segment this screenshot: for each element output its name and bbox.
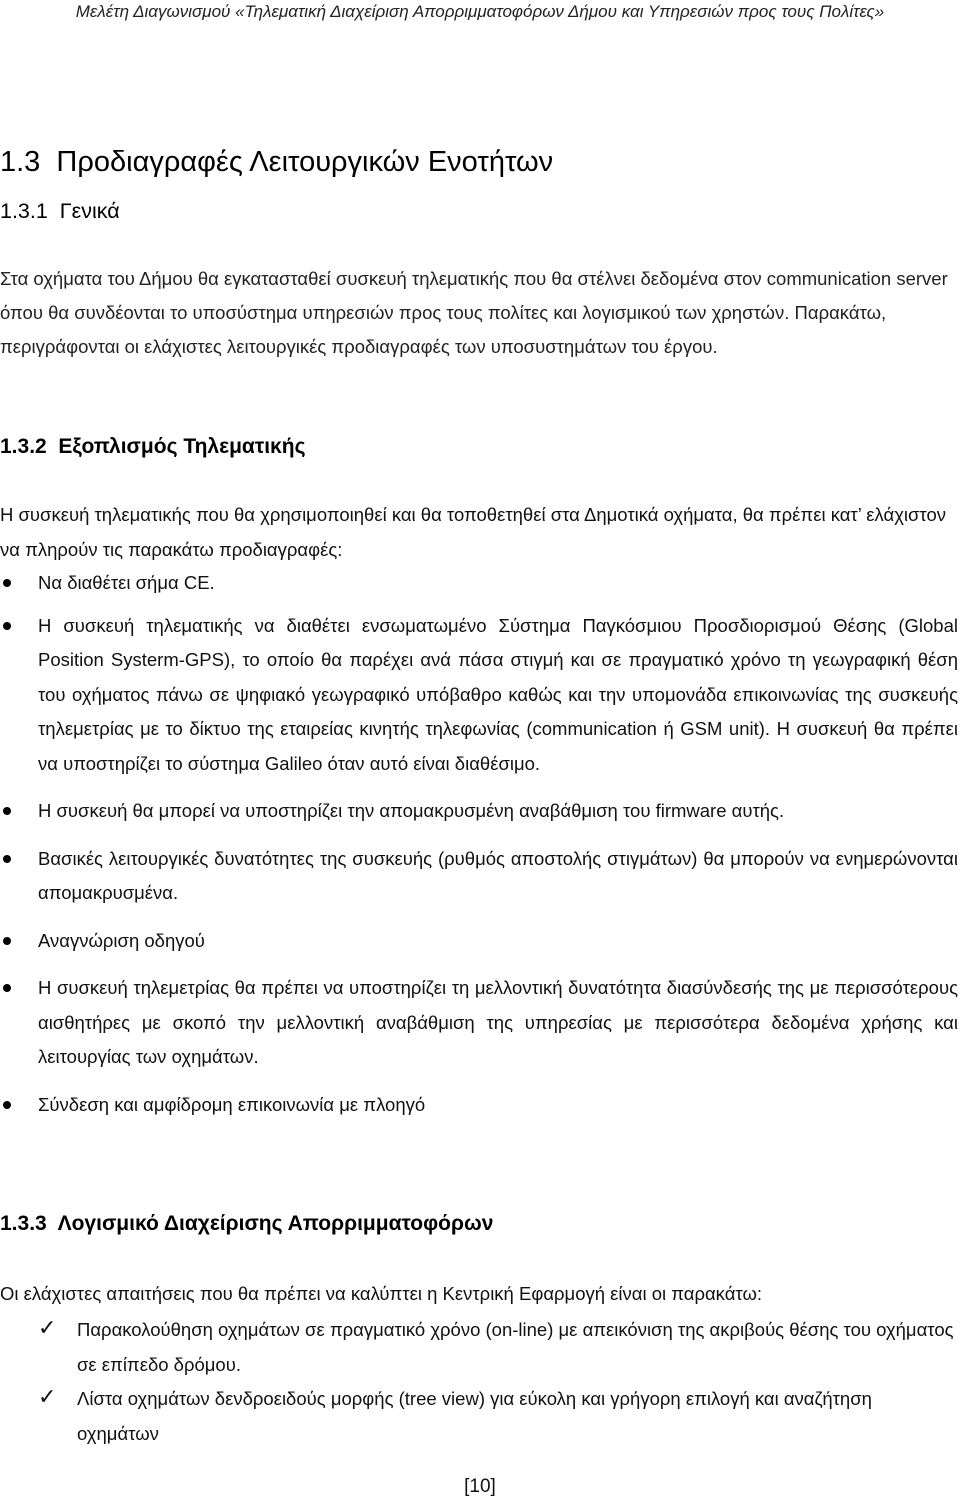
checkmark-icon: ✓ <box>38 1316 57 1341</box>
list-item <box>0 609 958 782</box>
section-heading-1-3: 1.3 Προδιαγραφές Λειτουργικών Ενοτήτων <box>0 146 554 178</box>
bullet-icon <box>3 622 11 630</box>
list-item-text: Αναγνώριση οδηγού <box>38 929 205 951</box>
list-item-text: Παρακολούθηση οχημάτων σε πραγματικό χρόνο (on-line) με απεικόνιση της ακριβούς θέσης του οχήματος σε επίπεδο δρόμου. <box>77 1319 954 1375</box>
running-header: Μελέτη Διαγωνισμού «Τηλεματική Διαχείριση Απορριμματοφόρων Δήμου και Υπηρεσιών προς τους Πολίτες» <box>75 2 885 21</box>
list-item <box>0 924 958 959</box>
list-item-text: Βασικές λειτουργικές δυνατότητες της συσκευής (ρυθμός αποστολής στιγμάτων) θα μπορούν να ενημερώνονται απομακρυσμένα. <box>38 847 958 903</box>
list-item-text: Η συσκευή τηλεματικής να διαθέτει ενσωματωμένο Σύστημα Παγκόσμιου Προσδιορισμού Θέσης (Global Position Systerm-GPS), το οποίο θα παρέχει ανά πάσα στιγμή και σε πραγματικό χρόνο τη γεωγραφική θέση του οχήματος πάνω σε ψηφιακό γεωγραφικό υπόβαθρο καθώς και την υπομονάδα επικοινωνίας της συσκευής τηλεμετρίας με το δίκτυο της εταιρείας κινητής τηλεφωνίας (communication ή GSM unit). Η συσκευή θα πρέπει να υποστηρίζει το σύστημα Galileo όταν αυτό είναι διαθέσιμο. <box>38 614 958 774</box>
general-paragraph: Στα οχήματα του Δήμου θα εγκατασταθεί συσκευή τηλεματικής που θα στέλνει δεδομένα στον communication server όπου θα συνδέονται το υποσύστημα υπηρεσιών προς τους πολίτες και λογισμικού των χρηστών. Παρακάτω, περιγράφονται οι ελάχιστες λειτουργικές προδιαγραφές των υποσυστημάτων του έργου. <box>0 268 948 357</box>
telematics-spec-list <box>0 566 958 1122</box>
page-number: [10] <box>464 1476 496 1497</box>
list-item-text: Η συσκευή τηλεμετρίας θα πρέπει να υποστηρίζει τη μελλοντική δυνατότητα διασύνδεσής της με περισσότερους αισθητήρες με σκοπό την μελλοντική αναβάθμιση της υπηρεσίας με περισσότερα δεδομένα χρήσης και λειτουργίας των οχημάτων. <box>38 977 958 1067</box>
section-heading-1-3-3: 1.3.3 Λογισμικό Διαχείρισης Απορριμματοφόρων <box>0 1212 494 1235</box>
bullet-icon <box>3 984 11 992</box>
list-item <box>0 1313 958 1382</box>
list-item-text: Η συσκευή θα μπορεί να υποστηρίζει την απομακρυσμένη αναβάθμιση του firmware αυτής. <box>38 800 785 821</box>
bullet-icon <box>3 1101 11 1109</box>
bullet-icon <box>3 579 11 587</box>
checkmark-icon: ✓ <box>38 1385 57 1410</box>
telematics-intro: Η συσκευή τηλεματικής που θα χρησιμοποιηθεί και θα τοποθετηθεί στα Δημοτικά οχήματα, θα πρέπει κατ’ ελάχιστον να πληρούν τις παρακάτω προδιαγραφές: <box>0 504 947 560</box>
list-item <box>0 971 958 1075</box>
section-heading-1-3-1: 1.3.1 Γενικά <box>0 199 120 223</box>
list-item <box>0 1088 958 1123</box>
bullet-icon <box>3 855 11 863</box>
section-heading-1-3-2: 1.3.2 Εξοπλισμός Τηλεματικής <box>0 435 306 458</box>
software-intro: Οι ελάχιστες απαιτήσεις που θα πρέπει να καλύπτει η Κεντρική Εφαρμογή είναι οι παρακάτω: <box>0 1283 763 1304</box>
list-item <box>0 566 958 601</box>
list-item <box>0 794 958 829</box>
list-item-text: Να διαθέτει σήμα CE. <box>38 572 215 593</box>
software-requirements-list <box>0 1313 958 1451</box>
list-item-text: Σύνδεση και αμφίδρομη επικοινωνία με πλοηγό <box>38 1093 426 1115</box>
list-item <box>0 842 958 911</box>
bullet-icon <box>3 937 11 945</box>
bullet-icon <box>3 807 11 815</box>
list-item <box>0 1382 958 1451</box>
list-item-text: Λίστα οχημάτων δενδροειδούς μορφής (tree view) για εύκολη και γρήγορη επιλογή και αναζήτηση οχημάτων <box>77 1388 872 1444</box>
